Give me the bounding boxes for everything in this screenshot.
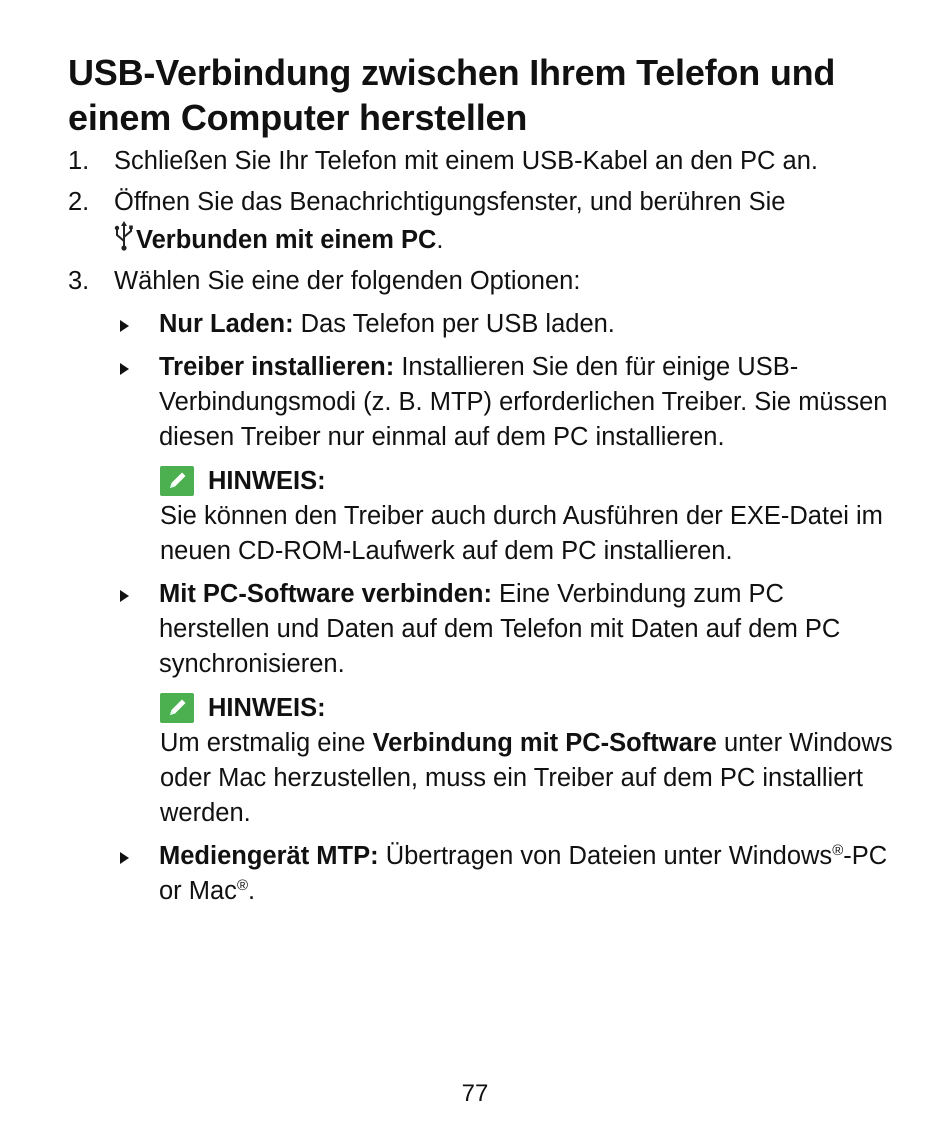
option-pc-software (68, 577, 898, 682)
step-2 (68, 185, 898, 258)
step-number: 3. (68, 267, 90, 295)
step-text: Wählen Sie eine der folgenden Optionen: (114, 267, 581, 295)
option-text-mid: -PC or Mac (159, 842, 888, 905)
manual-page (68, 50, 898, 909)
option-term: Mediengerät MTP: (159, 842, 379, 870)
note-text (160, 726, 898, 831)
step-number: 1. (68, 147, 90, 175)
note-text-post: unter Windows oder Mac herzustellen, muss ein Treiber auf dem PC installiert werden. (160, 729, 893, 827)
step-number: 2. (68, 188, 90, 216)
connected-to-pc-label: Verbunden mit einem PC (136, 226, 437, 254)
step-text: Öffnen Sie das Benachrichtigungsfenster, und berühren Sie (114, 188, 786, 216)
option-text-end: . (248, 877, 256, 905)
option-term: Mit PC-Software verbinden: (159, 580, 492, 608)
registered-mark: ® (236, 877, 248, 894)
pencil-note-icon (160, 693, 194, 723)
option-text: Installieren Sie den für einige USB-Verbindungsmodi (z. B. MTP) erforderlichen Treiber. Sie müssen diesen Treiber nur einmal auf dem PC installieren. (159, 353, 888, 451)
option-install-driver (68, 350, 898, 455)
option-media-device-mtp (68, 839, 898, 909)
step-text: Schließen Sie Ihr Telefon mit einem USB-Kabel an den PC an. (114, 147, 818, 175)
triangle-bullet-icon (120, 320, 129, 332)
note-text-pre: Um erstmalig eine (160, 729, 373, 757)
note-title: HINWEIS: (208, 466, 326, 495)
note-2 (68, 690, 898, 831)
triangle-bullet-icon (120, 590, 129, 602)
triangle-bullet-icon (120, 363, 129, 375)
option-term: Nur Laden: (159, 310, 294, 338)
step-1 (68, 144, 898, 179)
page-title: USB-Verbindung zwischen Ihrem Telefon und einem Computer herstellen (68, 52, 836, 138)
step-text-tail: . (436, 226, 444, 254)
triangle-bullet-icon (120, 852, 129, 864)
option-charge-only (68, 307, 898, 342)
note-title: HINWEIS: (208, 693, 326, 722)
pencil-note-icon (160, 466, 194, 496)
note-1 (68, 463, 898, 569)
option-text: Übertragen von Dateien unter Windows (378, 842, 833, 870)
usb-icon (112, 220, 136, 252)
option-text: Eine Verbindung zum PC herstellen und Daten auf dem Telefon mit Daten auf dem PC synchronisieren. (159, 580, 841, 678)
registered-mark: ® (832, 842, 844, 859)
note-text: Sie können den Treiber auch durch Ausführen der EXE-Datei im neuen CD-ROM-Laufwerk auf dem PC installieren. (160, 502, 883, 565)
note-text-bold: Verbindung mit PC-Software (372, 729, 717, 757)
page-number: 77 (461, 1080, 489, 1107)
option-text: Das Telefon per USB laden. (293, 310, 615, 338)
step-3 (68, 264, 898, 299)
option-term: Treiber installieren: (159, 353, 395, 381)
